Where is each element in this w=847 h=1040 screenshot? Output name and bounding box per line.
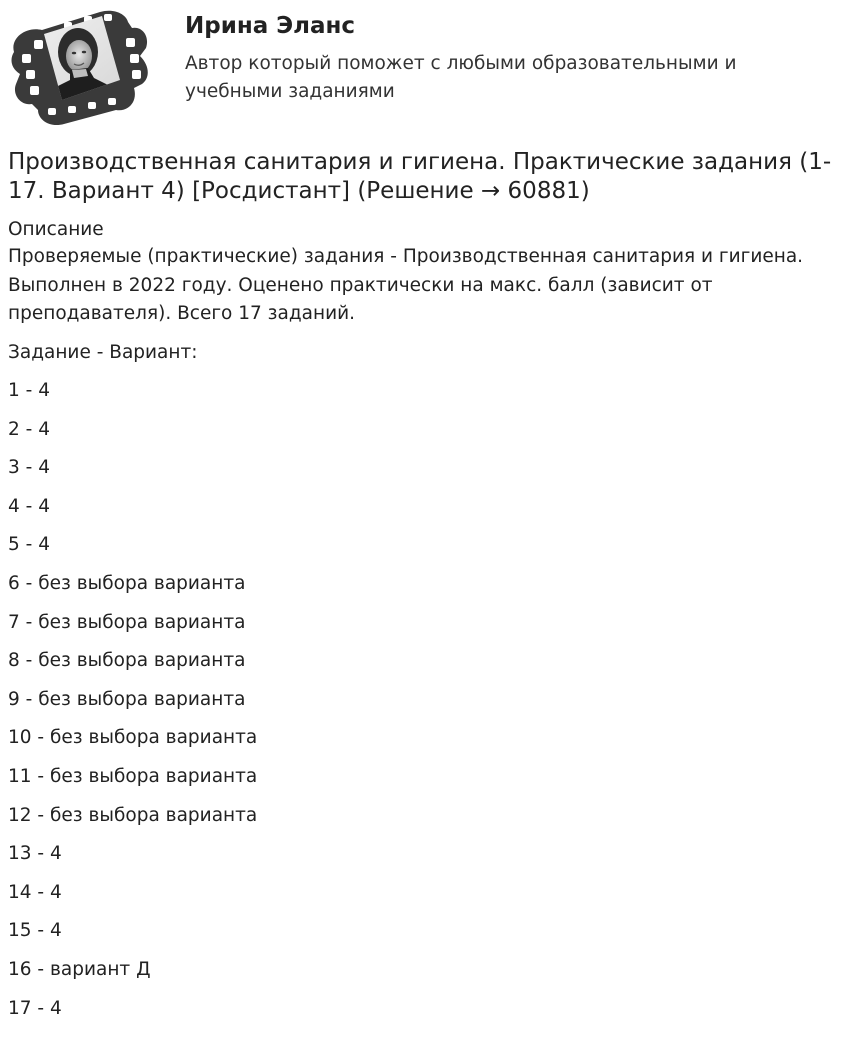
tasks-heading: Задание - Вариант: xyxy=(8,342,198,363)
list-item: 8 - без выбора варианта xyxy=(8,650,246,672)
author-name[interactable]: Ирина Эланс xyxy=(185,13,356,39)
list-item: 1 - 4 xyxy=(8,380,50,401)
list-item: 6 - без выбора варианта xyxy=(8,572,246,594)
list-item: 10 - без выбора варианта xyxy=(8,727,258,749)
list-item: 14 - 4 xyxy=(8,881,62,903)
list-item: 7 - без выбора варианта xyxy=(8,611,246,633)
task-list xyxy=(8,377,257,1033)
list-item: 17 - 4 xyxy=(8,997,62,1019)
author-description: Автор который поможет с любыми образовательными и учебными заданиями xyxy=(185,53,737,102)
work-description: Проверяемые (практические) задания - Производственная санитария и гигиена. Выполнен в 2022 году. Оценено практически на макс. балл (зависит от преподавателя). Всего 17 заданий. xyxy=(8,246,804,324)
page-title: Производственная санитария и гигиена. Практические задания (1-17. Вариант 4) [Росдистант] (Решение → 60881) xyxy=(8,149,832,204)
author-avatar[interactable] xyxy=(8,8,153,126)
list-item: 5 - 4 xyxy=(8,534,50,556)
list-item: 15 - 4 xyxy=(8,920,62,942)
list-item: 16 - вариант Д xyxy=(8,958,151,980)
list-item: 4 - 4 xyxy=(8,495,50,517)
list-item: 11 - без выбора варианта xyxy=(8,765,258,787)
description-label: Описание xyxy=(8,219,104,240)
list-item: 3 - 4 xyxy=(8,457,50,479)
list-item: 9 - без выбора варианта xyxy=(8,688,246,710)
list-item: 2 - 4 xyxy=(8,418,50,440)
author-block xyxy=(8,8,838,128)
list-item: 12 - без выбора варианта xyxy=(8,804,258,826)
list-item: 13 - 4 xyxy=(8,843,62,865)
